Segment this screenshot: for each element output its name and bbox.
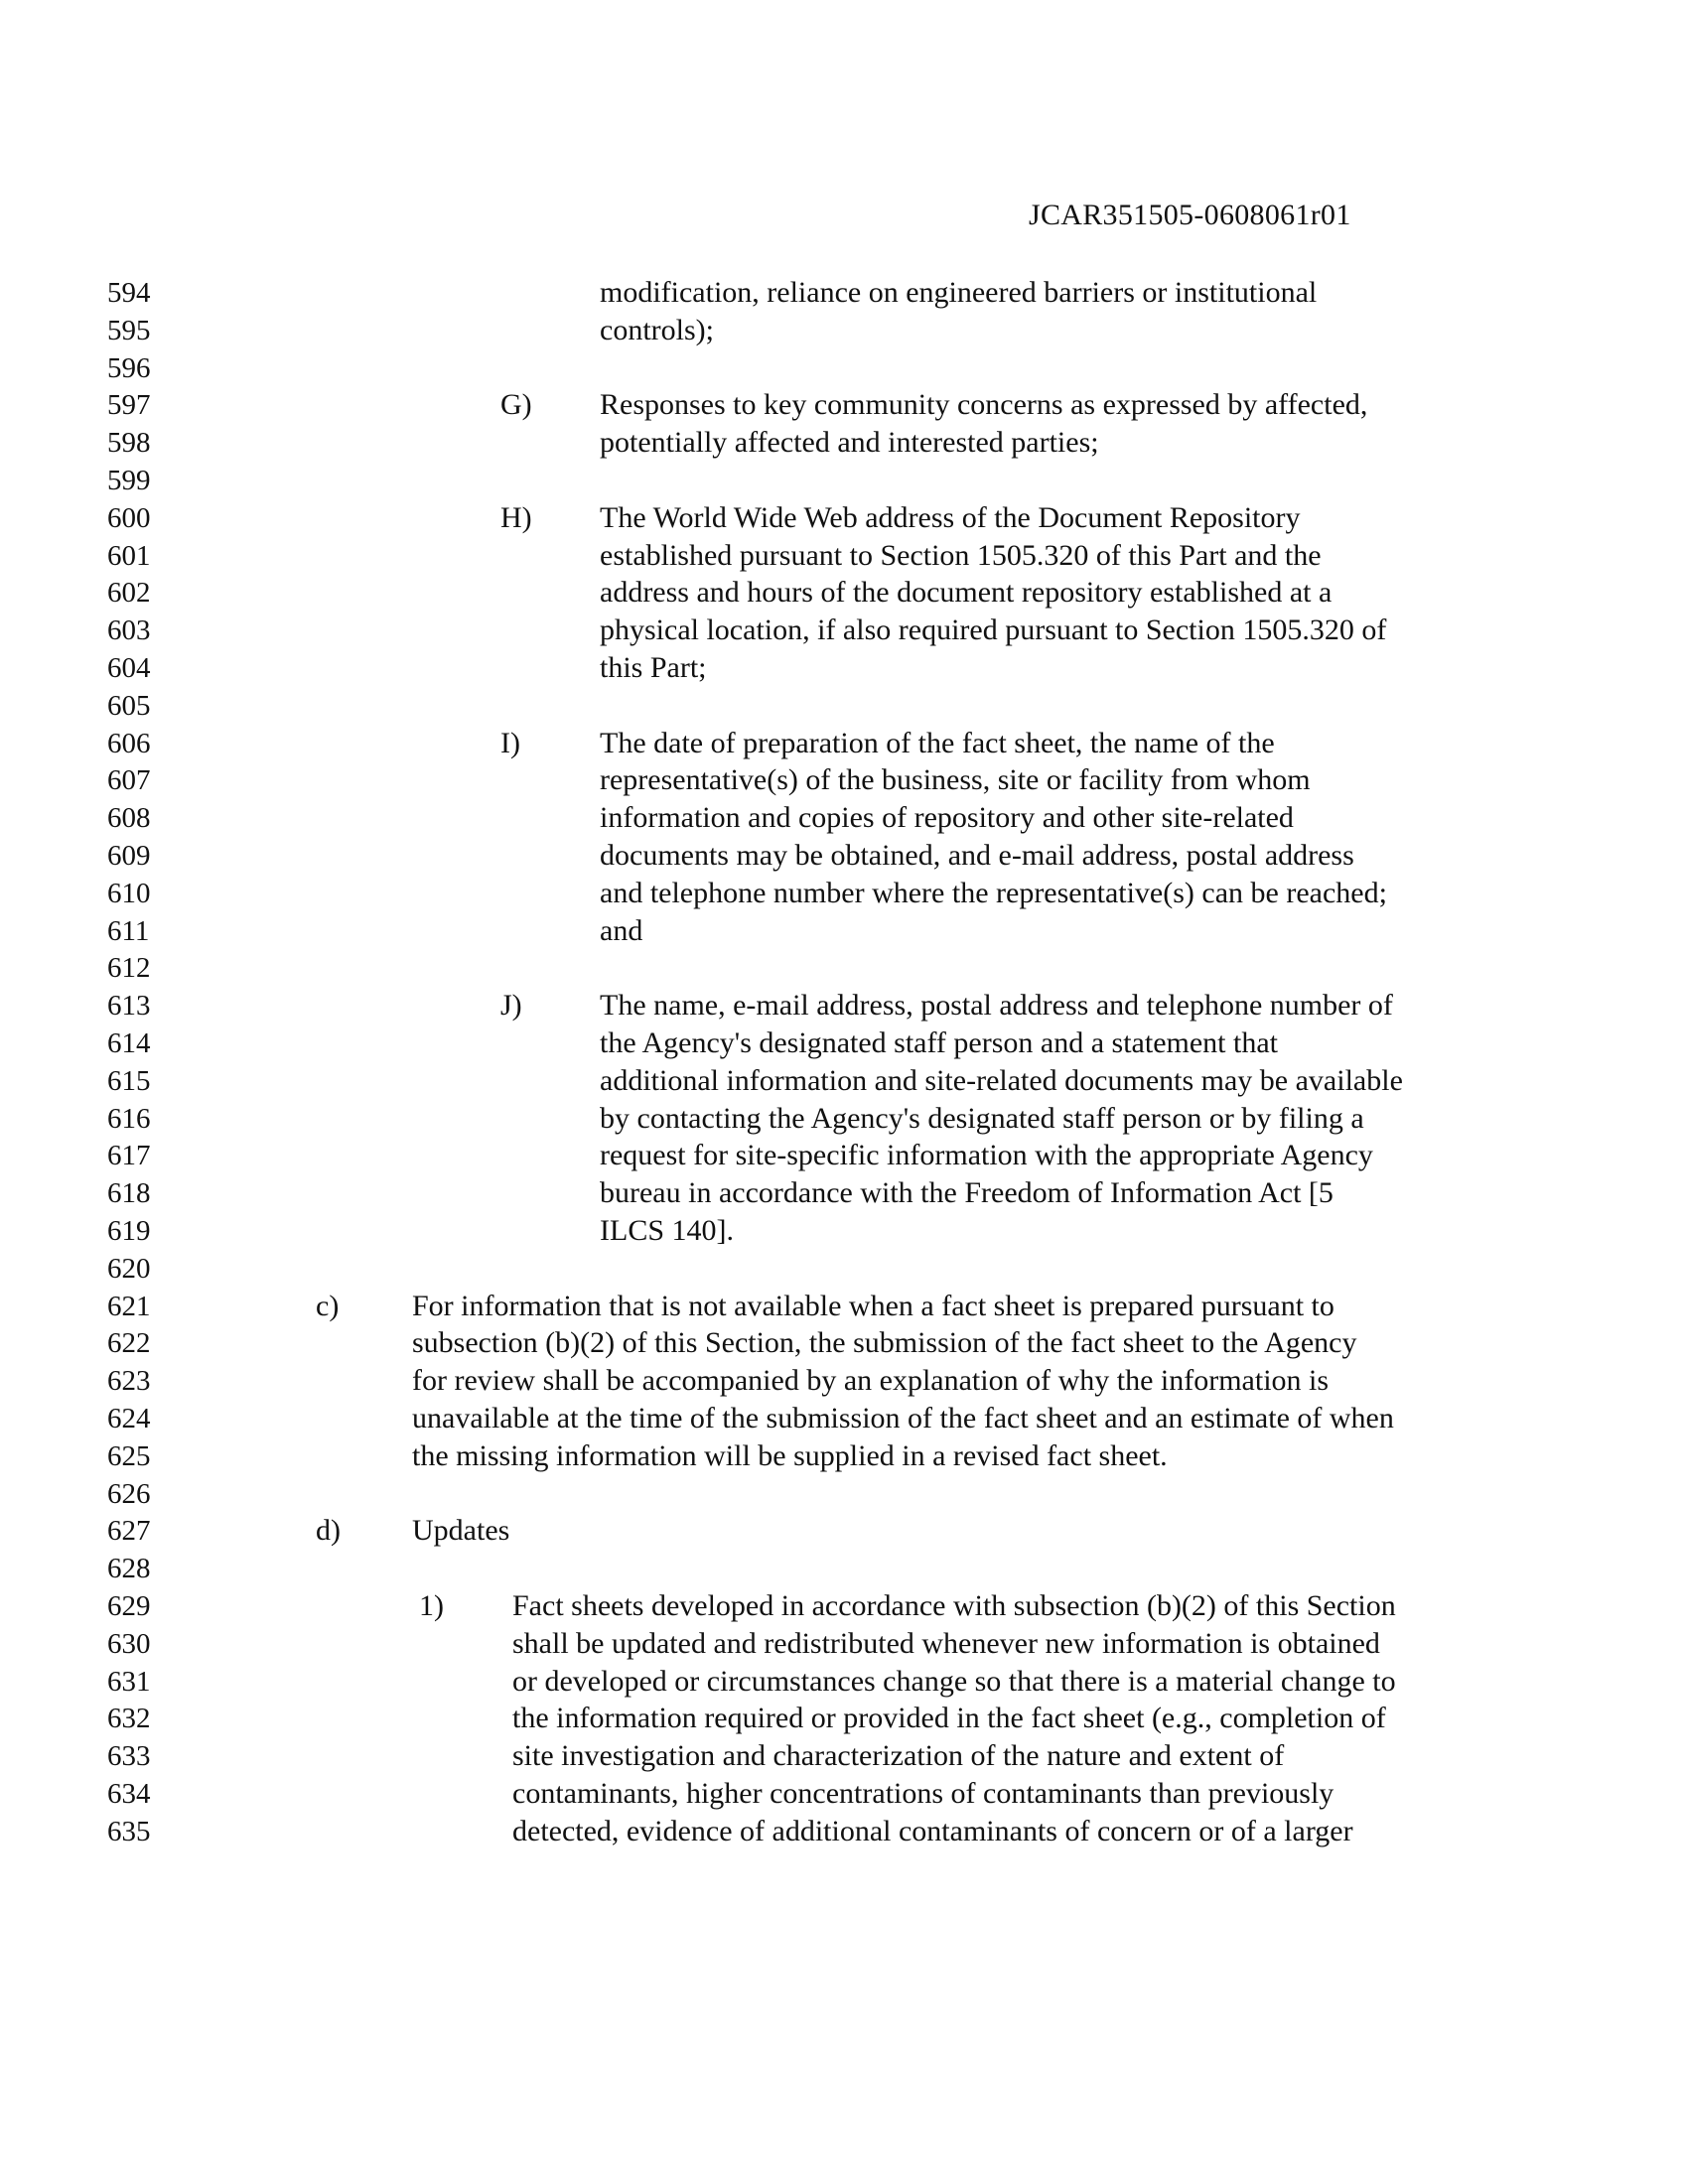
paragraph-line: contaminants, higher concentrations of contaminants than previously bbox=[512, 1777, 1334, 1810]
paragraph-line: controls); bbox=[600, 313, 714, 346]
paragraph-line: address and hours of the document repository established at a bbox=[600, 576, 1333, 610]
line-number: 621 bbox=[107, 1290, 151, 1322]
line-number: 615 bbox=[107, 1064, 151, 1097]
line-number: 628 bbox=[107, 1553, 151, 1585]
line-number: 606 bbox=[107, 727, 151, 759]
paragraph-label-j: J) bbox=[500, 989, 522, 1023]
line-number: 625 bbox=[107, 1439, 151, 1472]
paragraph-line: the missing information will be supplied in a revised fact sheet. bbox=[412, 1438, 1168, 1472]
line-number: 609 bbox=[107, 840, 151, 872]
paragraph-line: by contacting the Agency's designated staff person or by filing a bbox=[600, 1101, 1364, 1135]
line-number: 608 bbox=[107, 802, 151, 835]
line-number: 624 bbox=[107, 1403, 151, 1434]
paragraph-label-d: d) bbox=[316, 1514, 341, 1548]
paragraph-line: Responses to key community concerns as expressed by affected, bbox=[600, 388, 1368, 422]
paragraph-line: Fact sheets developed in accordance with subsection (b)(2) of this Section bbox=[512, 1589, 1396, 1622]
line-number: 619 bbox=[107, 1215, 151, 1247]
line-number: 626 bbox=[107, 1477, 151, 1510]
line-number: 616 bbox=[107, 1102, 151, 1135]
paragraph-line: or developed or circumstances change so that there is a material change to bbox=[512, 1664, 1396, 1698]
paragraph-line: The name, e-mail address, postal address and telephone number of bbox=[600, 989, 1393, 1023]
paragraph-line: For information that is not available when a fact sheet is prepared pursuant to bbox=[412, 1289, 1334, 1322]
paragraph-line: shall be updated and redistributed whenever new information is obtained bbox=[512, 1626, 1380, 1660]
paragraph-label-h: H) bbox=[500, 500, 532, 534]
line-number: 594 bbox=[107, 277, 151, 309]
line-number: 611 bbox=[107, 914, 150, 947]
line-number: 620 bbox=[107, 1252, 151, 1285]
paragraph-line: unavailable at the time of the submission of the fact sheet and an estimate of when bbox=[412, 1402, 1394, 1434]
line-number: 627 bbox=[107, 1515, 151, 1548]
paragraph-line: The World Wide Web address of the Document Repository bbox=[600, 500, 1301, 534]
paragraph-line: modification, reliance on engineered barriers or institutional bbox=[600, 276, 1318, 309]
document-id: JCAR351505-0608061r01 bbox=[1029, 199, 1351, 231]
paragraph-line: potentially affected and interested parties; bbox=[600, 426, 1099, 460]
paragraph-label-c: c) bbox=[316, 1289, 340, 1322]
line-number: 596 bbox=[107, 351, 151, 384]
line-number: 602 bbox=[107, 577, 151, 610]
paragraph-line: Updates bbox=[412, 1514, 510, 1548]
paragraph-label-g: G) bbox=[500, 388, 532, 422]
line-number: 631 bbox=[107, 1665, 151, 1698]
line-number: 604 bbox=[107, 652, 151, 684]
paragraph-line: The date of preparation of the fact sheet, the name of the bbox=[600, 726, 1275, 759]
paragraph-line: site investigation and characterization of the nature and extent of bbox=[512, 1739, 1285, 1773]
line-number: 600 bbox=[107, 501, 151, 534]
line-number: 603 bbox=[107, 614, 151, 647]
paragraph-line: the Agency's designated staff person and a statement that bbox=[600, 1026, 1278, 1059]
line-number: 635 bbox=[107, 1815, 151, 1847]
line-number: 612 bbox=[107, 952, 151, 985]
paragraph-label-i: I) bbox=[500, 726, 520, 759]
line-number: 622 bbox=[107, 1327, 151, 1360]
paragraph-line: subsection (b)(2) of this Section, the submission of the fact sheet to the Agency bbox=[412, 1326, 1357, 1360]
line-number: 629 bbox=[107, 1590, 151, 1622]
line-number: 630 bbox=[107, 1627, 151, 1660]
line-number: 618 bbox=[107, 1177, 151, 1210]
paragraph-line: additional information and site-related documents may be available bbox=[600, 1063, 1403, 1097]
line-number: 605 bbox=[107, 689, 151, 722]
line-number: 595 bbox=[107, 314, 151, 346]
paragraph-line: representative(s) of the business, site or facility from whom bbox=[600, 763, 1311, 797]
paragraph-line: established pursuant to Section 1505.320 of this Part and the bbox=[600, 538, 1322, 572]
paragraph-line: and telephone number where the representative(s) can be reached; bbox=[600, 876, 1387, 909]
paragraph-line: for review shall be accompanied by an explanation of why the information is bbox=[412, 1364, 1330, 1398]
paragraph-line: and bbox=[600, 913, 643, 947]
paragraph-line: bureau in accordance with the Freedom of Information Act [5 bbox=[600, 1176, 1333, 1210]
paragraph-line: this Part; bbox=[600, 651, 707, 684]
line-number: 617 bbox=[107, 1140, 151, 1172]
line-number: 610 bbox=[107, 877, 151, 909]
paragraph-line: the information required or provided in the fact sheet (e.g., completion of bbox=[512, 1702, 1386, 1735]
line-number: 607 bbox=[107, 764, 151, 797]
paragraph-line: ILCS 140]. bbox=[600, 1214, 734, 1247]
paragraph-label-d1: 1) bbox=[419, 1589, 444, 1622]
paragraph-line: detected, evidence of additional contaminants of concern or of a larger bbox=[512, 1814, 1353, 1847]
line-number: 633 bbox=[107, 1740, 151, 1773]
line-number: 632 bbox=[107, 1703, 151, 1735]
paragraph-line: physical location, if also required pursuant to Section 1505.320 of bbox=[600, 614, 1387, 647]
line-number: 601 bbox=[107, 539, 151, 572]
line-number: 623 bbox=[107, 1365, 151, 1398]
line-number: 613 bbox=[107, 990, 151, 1023]
line-number: 597 bbox=[107, 389, 151, 422]
paragraph-line: documents may be obtained, and e-mail address, postal address bbox=[600, 839, 1354, 872]
paragraph-line: request for site-specific information with the appropriate Agency bbox=[600, 1139, 1373, 1172]
line-number: 634 bbox=[107, 1778, 151, 1810]
line-number: 614 bbox=[107, 1027, 151, 1059]
paragraph-line: information and copies of repository and other site-related bbox=[600, 801, 1294, 835]
line-number: 599 bbox=[107, 465, 151, 496]
line-number: 598 bbox=[107, 427, 151, 460]
